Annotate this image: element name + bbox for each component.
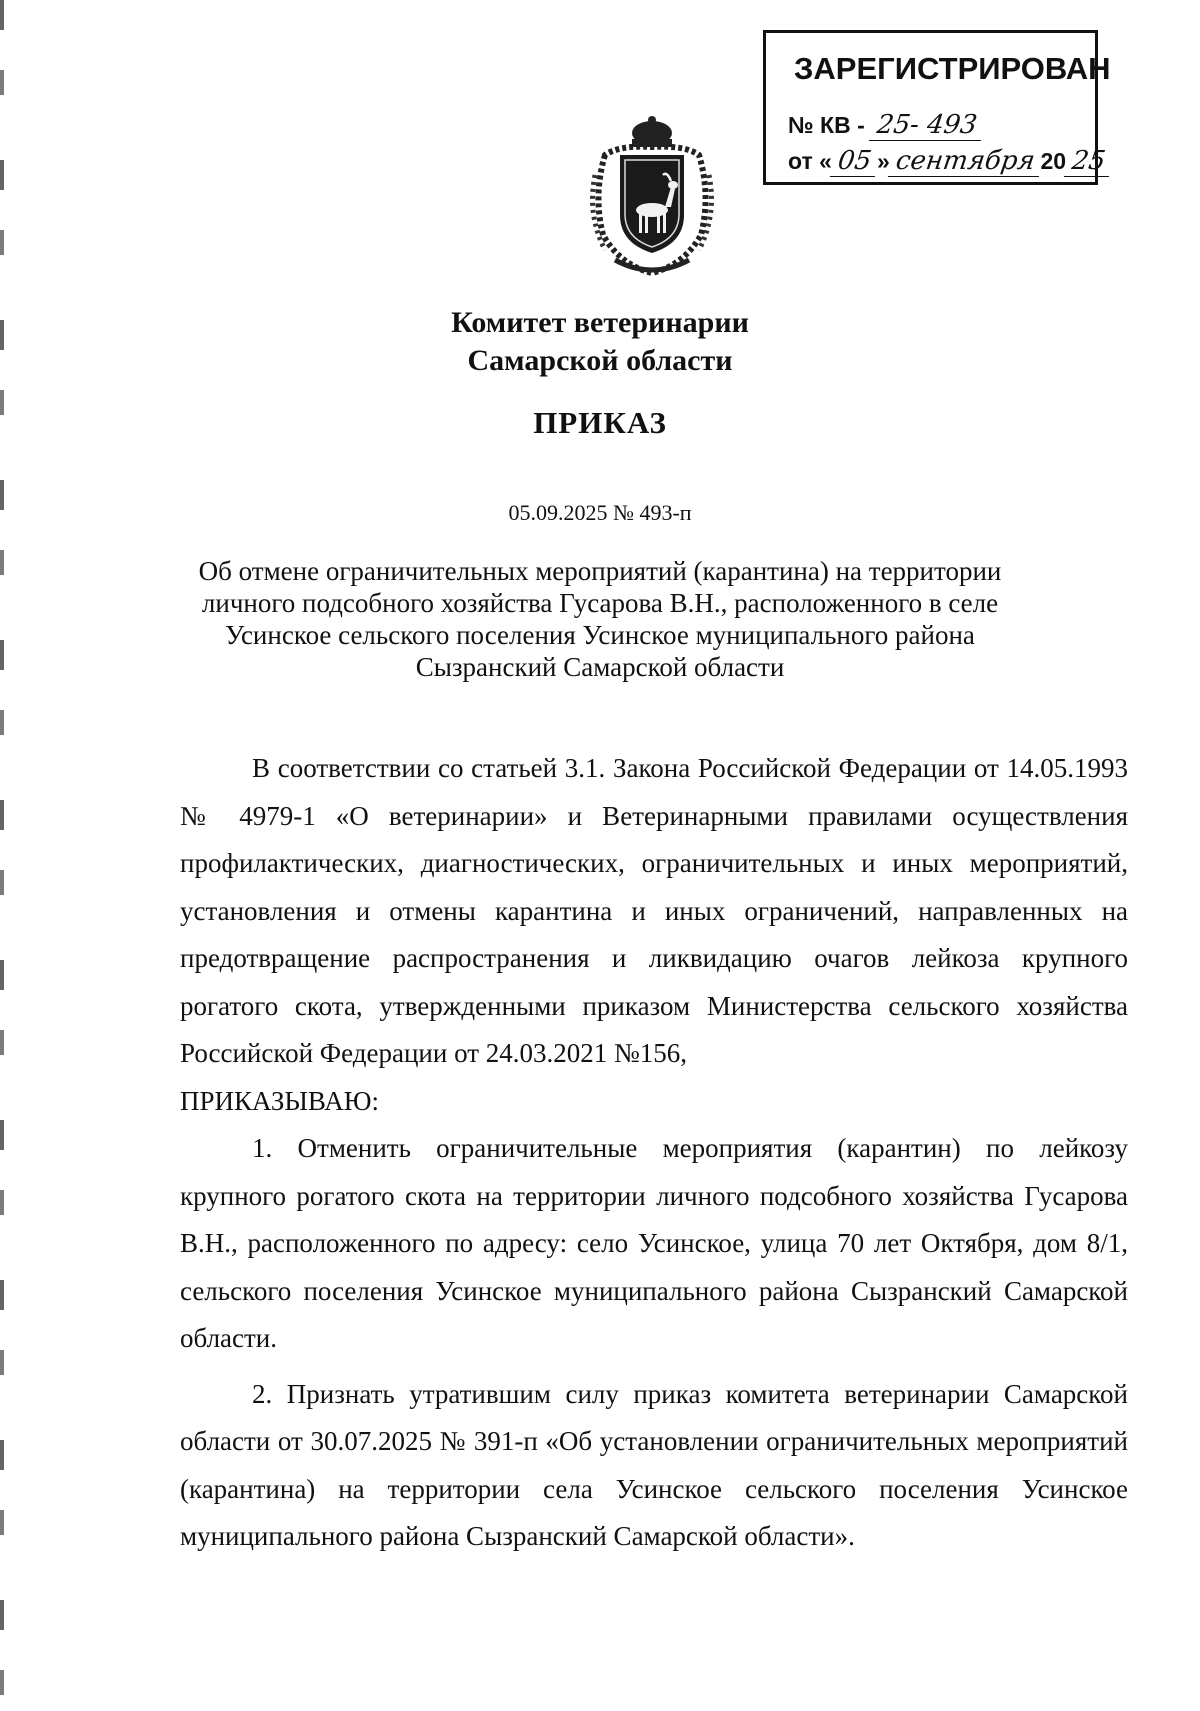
subject-line: Об отмене ограничительных мероприятий (карантина) на территории (198, 556, 1002, 586)
document-subject (160, 555, 1040, 683)
body-intro-paragraph: В соответствии со статьей 3.1. Закона Российской Федерации от 14.05.1993 № 4979-1 «О ветеринарии» и Ветеринарными правилами осуществления профилактических, диагностических, ограничительных и иных мероприятий, установления и отмены карантина и иных ограничений, направленных на предотвращение распространения и ликвидацию очагов лейкоза крупного рогатого скота, утвержденными приказом Министерства сельского хозяйства Российской Федерации от 24.03.2021 №156, (180, 753, 1128, 1068)
stamp-day-handwritten: 05 (830, 146, 879, 177)
registration-stamp (763, 30, 1111, 185)
stamp-month-handwritten: сентября (888, 146, 1043, 177)
subject-line: Сызранский Самарской области (415, 652, 785, 682)
stamp-number-line (788, 110, 983, 141)
stamp-year-prefix: 20 (1040, 148, 1067, 174)
document-type: ПРИКАЗ (533, 405, 667, 440)
order-item-1: 1. Отменить ограничительные мероприятия (карантин) по лейкозу крупного рогатого скота на территории личного подсобного хозяйства Гусарова В.Н., расположенного по адресу: село Усинское, улица 70 лет Октября, дом 8/1, сельского поселения Усинское муниципального района Сызранский Самарской области. (180, 1133, 1128, 1353)
stamp-month-sep: » (877, 148, 890, 174)
stamp-number-handwritten: 25- 493 (869, 110, 985, 141)
stamp-date-line (788, 146, 1111, 177)
stamp-date-prefix: от « (788, 148, 832, 174)
stamp-year-handwritten: 25 (1064, 146, 1113, 177)
document-date-number: 05.09.2025 № 493-п (508, 500, 692, 525)
org-title-line2: Самарской области (467, 344, 733, 377)
order-item-2: 2. Признать утратившим силу приказ комитета ветеринарии Самарской области от 30.07.2025 № 391-п «Об установлении ограничительных мероприятий (карантина) на территории села Усинское сельского поселения Усинское муниципального района Сызранский Самарской области». (180, 1378, 1128, 1551)
stamp-number-prefix: № КВ - (788, 112, 865, 138)
subject-line: Усинское сельского поселения Усинское муниципального района (225, 620, 975, 650)
scan-edge-artifact (0, 0, 4, 1711)
subject-line: личного подсобного хозяйства Гусарова В.Н., расположенного в селе (201, 588, 999, 618)
organization-title (0, 304, 1200, 380)
document-body (180, 745, 1128, 1561)
stamp-title: ЗАРЕГИСТРИРОВАН (794, 51, 1111, 86)
order-word: ПРИКАЗЫВАЮ: (180, 1085, 379, 1116)
org-title-line1: Комитет ветеринарии (451, 306, 749, 339)
coat-of-arms-icon (585, 115, 720, 280)
